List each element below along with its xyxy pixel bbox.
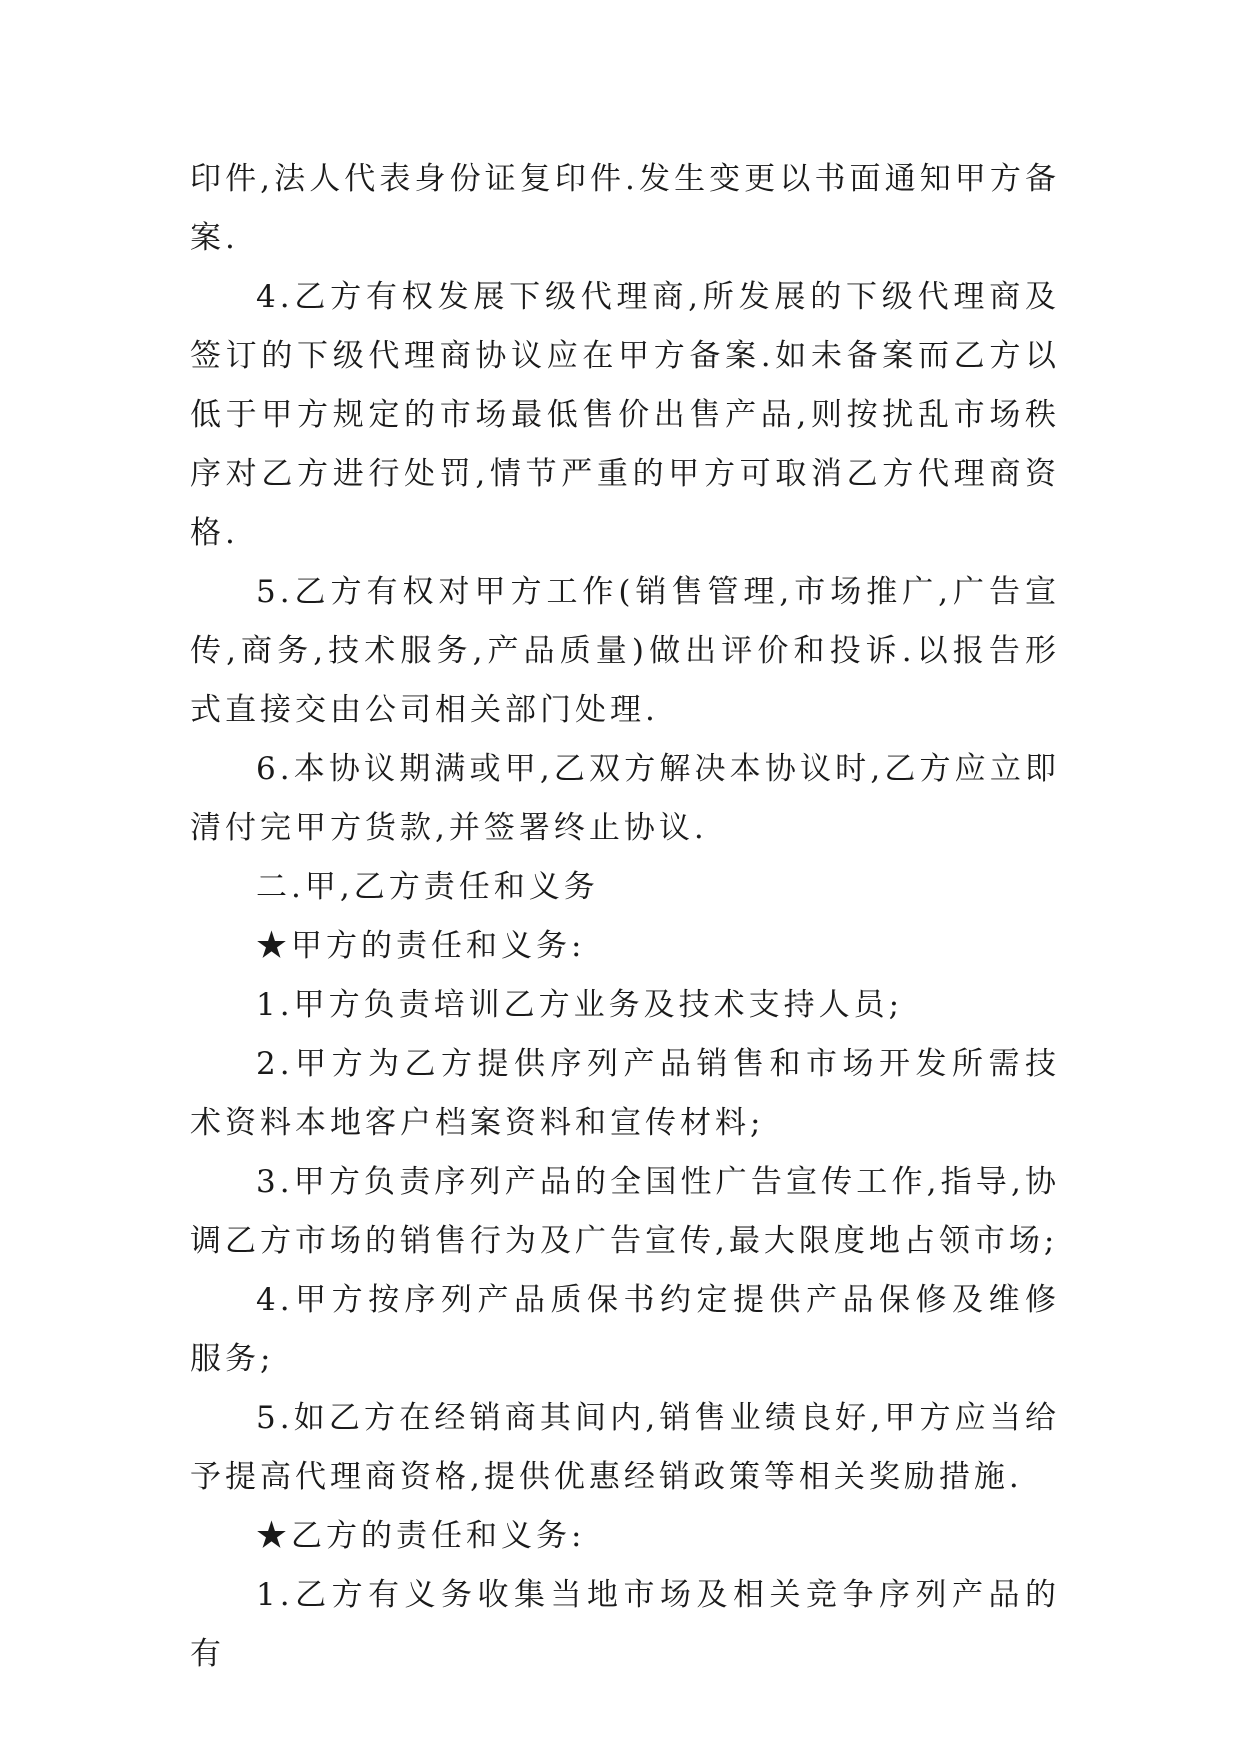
paragraph-party-b-item-1: 1.乙方有义务收集当地市场及相关竞争序列产品的有 — [190, 1577, 1060, 1672]
paragraph-clause-5: 5.乙方有权对甲方工作(销售管理,市场推广,广告宣传,商务,技术服务,产品质量)做出评价和投诉.以报告形式直接交由公司相关部门处理. — [190, 574, 1060, 728]
paragraph-party-a-item-5: 5.如乙方在经销商其间内,销售业绩良好,甲方应当给予提高代理商资格,提供优惠经销政策等相关奖励措施. — [190, 1400, 1060, 1495]
paragraph-party-a-item-1: 1.甲方负责培训乙方业务及技术支持人员; — [256, 987, 904, 1023]
paragraph-party-a-item-4: 4.甲方按序列产品质保书约定提供产品保修及维修服务; — [190, 1282, 1060, 1377]
document-body — [190, 150, 1060, 1684]
paragraph-continuation: 印件,法人代表身份证复印件.发生变更以书面通知甲方备案. — [190, 161, 1060, 256]
paragraph-party-a-item-2: 2.甲方为乙方提供序列产品销售和市场开发所需技术资料本地客户档案资料和宣传材料; — [190, 1046, 1060, 1141]
paragraph-clause-4: 4.乙方有权发展下级代理商,所发展的下级代理商及签订的下级代理商协议应在甲方备案.如未备案而乙方以低于甲方规定的市场最低售价出售产品,则按扰乱市场秩序对乙方进行处罚,情节严重的甲方可取消乙方代理商资格. — [190, 279, 1060, 551]
subheading-party-b: ★乙方的责任和义务: — [256, 1518, 586, 1554]
paragraph-clause-6: 6.本协议期满或甲,乙双方解决本协议时,乙方应立即清付完甲方货款,并签署终止协议. — [190, 751, 1060, 846]
subheading-party-a: ★甲方的责任和义务: — [256, 928, 586, 964]
section-heading-responsibilities: 二.甲,乙方责任和义务 — [256, 869, 599, 905]
paragraph-party-a-item-3: 3.甲方负责序列产品的全国性广告宣传工作,指导,协调乙方市场的销售行为及广告宣传,最大限度地占领市场; — [190, 1164, 1060, 1259]
